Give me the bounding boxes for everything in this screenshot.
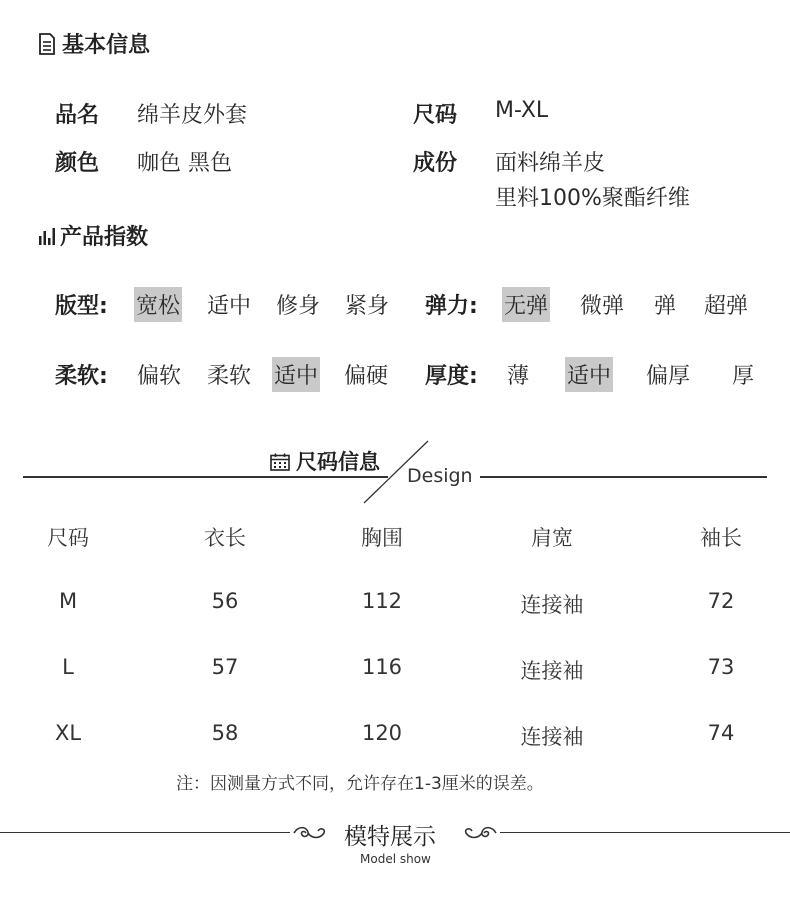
fit-option-tight: 紧身 xyxy=(345,294,390,319)
document-icon xyxy=(38,33,56,55)
table-cell: L xyxy=(62,655,74,679)
measurement-note: 注：因测量方式不同，允许存在1-3厘米的误差。 xyxy=(176,774,544,794)
table-cell: 连接袖 xyxy=(520,725,584,749)
color-label: 颜色 xyxy=(55,151,100,176)
thickness-option-thickish: 偏厚 xyxy=(646,364,691,389)
table-cell: 58 xyxy=(211,721,239,745)
thickness-option-thick: 厚 xyxy=(732,364,755,389)
softness-option-very-soft: 柔软 xyxy=(207,364,252,389)
softness-option-medium: 适中 xyxy=(272,357,320,392)
bar-chart-icon xyxy=(38,226,56,246)
size-info-header xyxy=(270,446,380,476)
fit-option-loose: 宽松 xyxy=(134,287,182,322)
basic-info-header xyxy=(38,28,150,59)
swirl-ornament-icon xyxy=(292,823,328,843)
model-show-subtitle: Model show xyxy=(360,852,431,866)
col-header-chest: 胸围 xyxy=(361,526,403,550)
name-value: 绵羊皮外套 xyxy=(137,103,248,128)
col-header-size: 尺码 xyxy=(47,526,89,550)
fit-label: 版型: xyxy=(55,294,108,319)
elasticity-option-none: 无弹 xyxy=(502,287,550,322)
model-divider-right xyxy=(500,832,790,833)
size-divider-left xyxy=(23,476,388,478)
fit-option-regular: 适中 xyxy=(207,294,252,319)
size-label: 尺码 xyxy=(413,103,458,128)
size-divider-right xyxy=(480,476,767,478)
table-cell: 120 xyxy=(361,721,403,745)
thickness-option-thin: 薄 xyxy=(507,364,530,389)
thickness-label: 厚度: xyxy=(425,364,478,389)
product-index-header xyxy=(38,220,148,251)
model-show-title: 模特展示 xyxy=(344,824,436,850)
col-header-length: 衣长 xyxy=(204,526,246,550)
name-label: 品名 xyxy=(55,103,100,128)
size-info-title: 尺码信息 xyxy=(296,450,380,474)
table-cell: M xyxy=(58,589,78,613)
elasticity-option-slight: 微弹 xyxy=(580,294,625,319)
material-label: 成份 xyxy=(413,151,458,176)
softness-label: 柔软: xyxy=(55,364,108,389)
elasticity-label: 弹力: xyxy=(425,294,478,319)
elasticity-option-elastic: 弹 xyxy=(654,294,677,319)
table-cell: 连接袖 xyxy=(520,659,584,683)
softness-option-soft: 偏软 xyxy=(137,364,182,389)
table-cell: 112 xyxy=(361,589,403,613)
table-cell: 72 xyxy=(707,589,735,613)
model-divider-left xyxy=(0,832,290,833)
swirl-ornament-icon xyxy=(462,823,498,843)
col-header-sleeve: 袖长 xyxy=(700,526,742,550)
fit-option-slim: 修身 xyxy=(276,294,321,319)
table-cell: 56 xyxy=(211,589,239,613)
table-cell: 73 xyxy=(707,655,735,679)
size-value: M-XL xyxy=(495,98,549,123)
table-cell: 连接袖 xyxy=(520,593,584,617)
basic-info-title: 基本信息 xyxy=(62,33,151,58)
calendar-icon xyxy=(270,453,290,471)
color-value: 咖色 黑色 xyxy=(137,151,232,176)
col-header-shoulder: 肩宽 xyxy=(531,526,573,550)
softness-option-hard: 偏硬 xyxy=(344,364,389,389)
table-cell: 116 xyxy=(361,655,403,679)
design-subtitle: Design xyxy=(407,465,473,487)
table-cell: XL xyxy=(54,721,82,745)
product-index-title: 产品指数 xyxy=(60,225,149,250)
table-cell: 57 xyxy=(211,655,239,679)
elasticity-option-super: 超弹 xyxy=(704,294,749,319)
thickness-option-medium: 适中 xyxy=(565,357,613,392)
material-line-1: 面料绵羊皮 xyxy=(495,151,606,176)
table-cell: 74 xyxy=(707,721,735,745)
material-line-2: 里料100%聚酯纤维 xyxy=(495,186,690,211)
